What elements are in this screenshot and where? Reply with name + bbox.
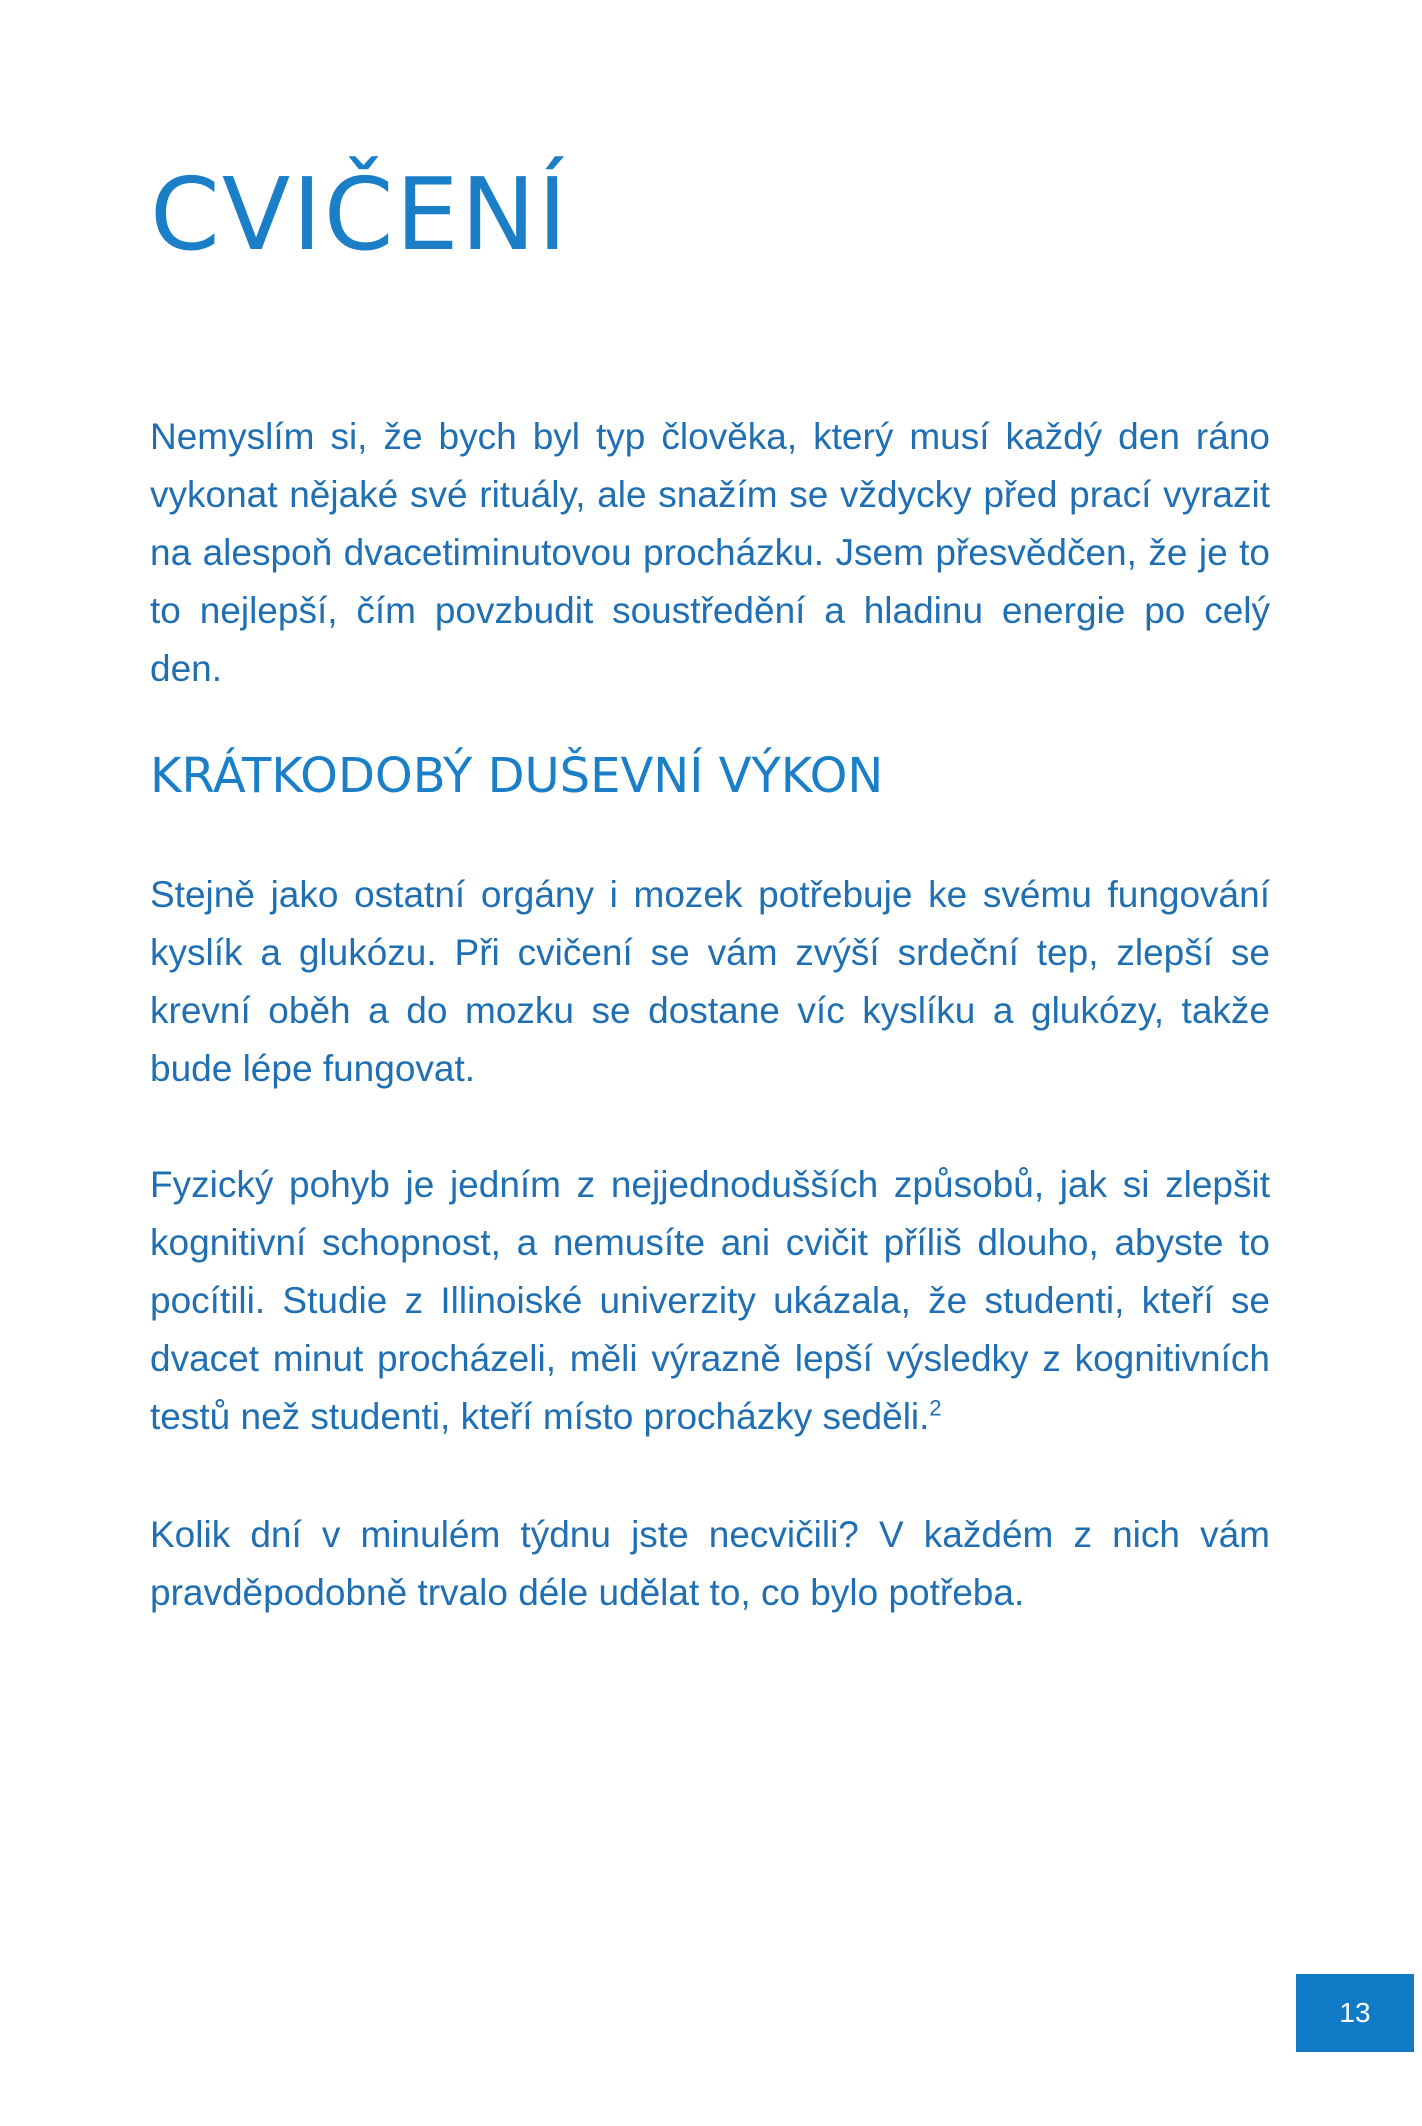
page-number: 13 bbox=[1339, 1997, 1371, 2028]
question-paragraph: Kolik dní v minulém týdnu jste necvičili? V každém z nich vám pravděpodobně trvalo déle udělat to, co bylo potřeba. bbox=[150, 1514, 1270, 1613]
study-paragraph-text: Fyzický pohyb je jedním z nejjednodušších způsobů, jak si zlepšit kognitivní schopnost, a nemusíte ani cvičit příliš dlouho, abyste to pocítili. Studie z Illinoiské univerzity ukázala, že studenti, kteří se dvacet minut procházeli, měli výrazně lepší výsledky z kognitivních testů než studenti, kteří místo procházky seděli. bbox=[150, 1164, 1270, 1437]
section-heading: KRÁTKODOBÝ DUŠEVNÍ VÝKON bbox=[150, 748, 884, 804]
intro-paragraph: Nemyslím si, že bych byl typ člověka, který musí každý den ráno vykonat nějaké své rituály, ale snažím se vždycky před prací vyrazit na alespoň dvacetiminutovou procházku. Jsem přesvědčen, že je to to nejlepší, čím povzbudit soustředění a hladinu energie po celý den. bbox=[150, 416, 1270, 689]
page-number-box bbox=[1296, 1974, 1414, 2052]
footnote-marker: 2 bbox=[929, 1395, 942, 1421]
study-paragraph bbox=[150, 1156, 1270, 1446]
page-title: CVIČENÍ bbox=[150, 156, 570, 273]
oxygen-paragraph: Stejně jako ostatní orgány i mozek potřebuje ke svému fungování kyslík a glukózu. Při cvičení se vám zvýší srdeční tep, zlepší se krevní oběh a do mozku se dostane víc kyslíku a glukózy, takže bude lépe fungovat. bbox=[150, 874, 1270, 1089]
